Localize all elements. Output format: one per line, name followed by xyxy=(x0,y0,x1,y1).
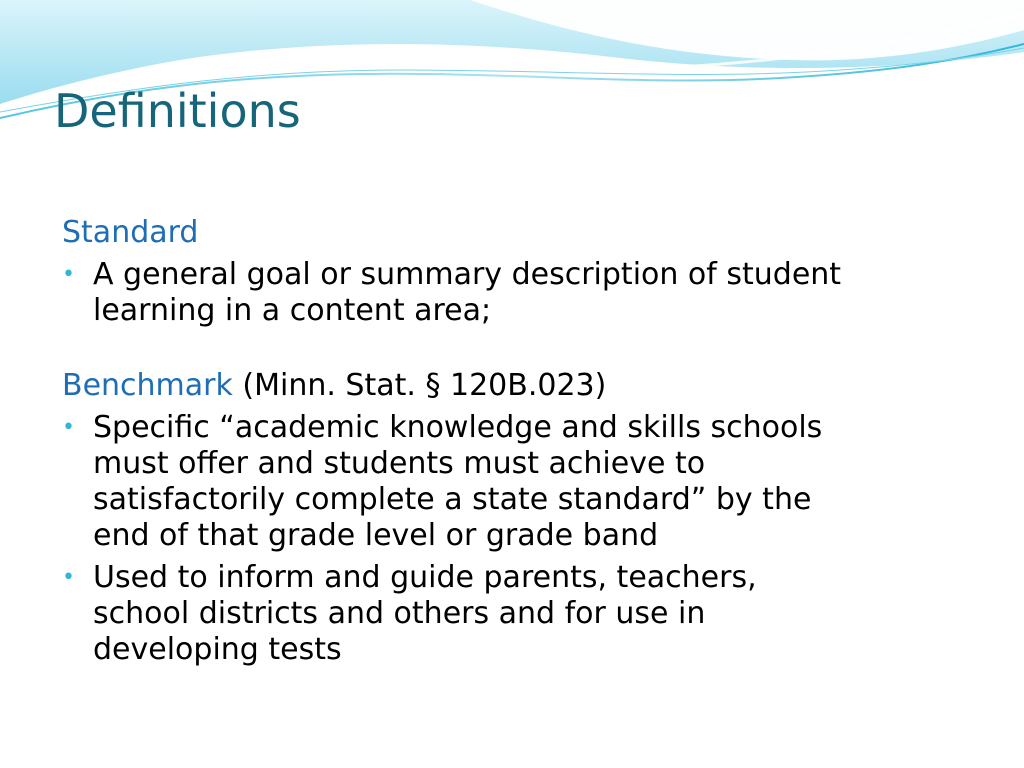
bullet-line: end of that grade level or grade band xyxy=(93,518,659,553)
bullet-line: learning in a content area; xyxy=(93,293,492,328)
bullet-line: satisfactorily complete a state standard” by the xyxy=(93,482,812,517)
bullet-dot-icon: • xyxy=(62,262,75,287)
bullet-dot-icon: • xyxy=(62,415,75,440)
bullet-item xyxy=(62,257,992,329)
bullet-line: developing tests xyxy=(93,632,342,667)
section-heading-standard xyxy=(62,215,992,251)
slide-body xyxy=(62,215,992,668)
bullet-item xyxy=(62,560,992,668)
term-benchmark-citation: (Minn. Stat. § 120B.023) xyxy=(232,368,607,403)
bullet-line: Specific “academic knowledge and skills schools xyxy=(93,410,823,445)
term-standard: Standard xyxy=(62,215,199,250)
bullet-line: A general goal or summary description of student xyxy=(93,257,842,292)
section-heading-benchmark xyxy=(62,368,992,404)
bullet-line: school districts and others and for use in xyxy=(93,596,706,631)
bullet-line: must offer and students must achieve to xyxy=(93,446,706,481)
bullet-item xyxy=(62,410,992,554)
bullet-dot-icon: • xyxy=(62,565,75,590)
slide-title: Definitions xyxy=(54,84,301,138)
term-benchmark: Benchmark xyxy=(62,368,233,403)
bullet-line: Used to inform and guide parents, teachers, xyxy=(93,560,757,595)
